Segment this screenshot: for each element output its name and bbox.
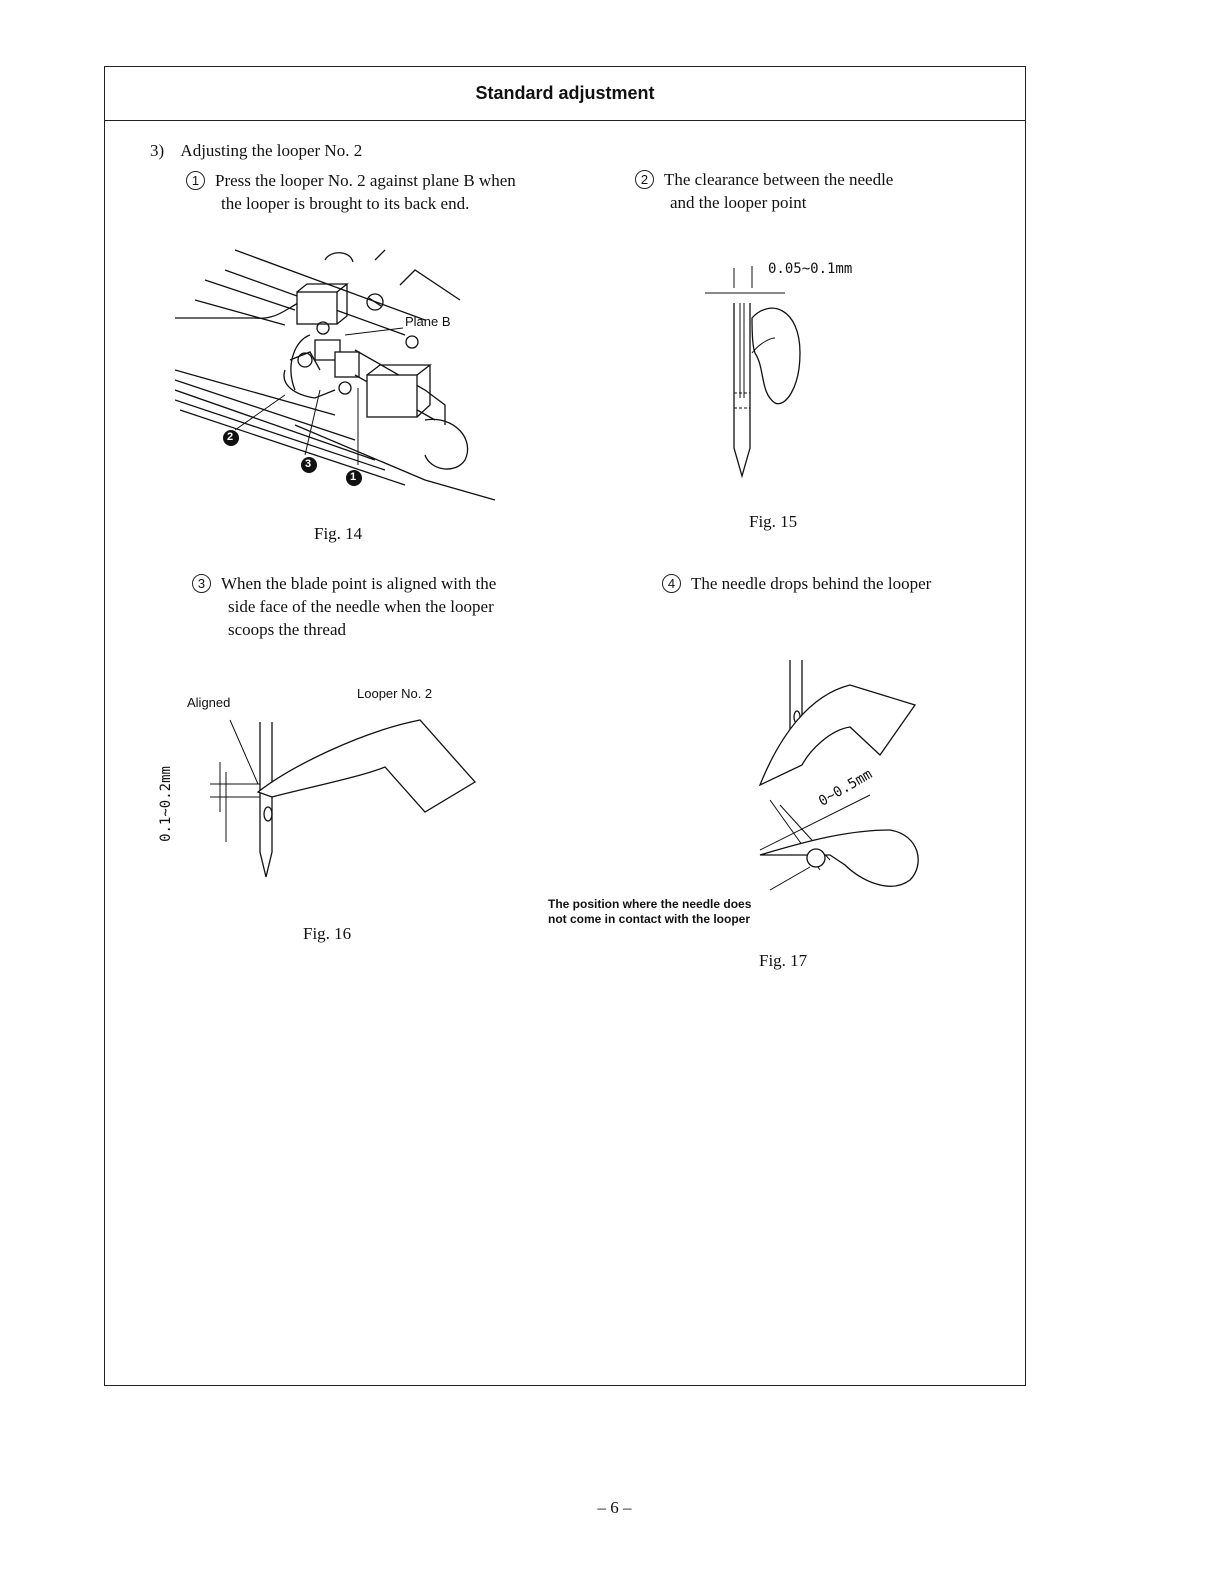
page-number: – 6 – bbox=[597, 1498, 632, 1517]
step-3-line-3: scoops the thread bbox=[228, 620, 347, 639]
step-3 bbox=[192, 572, 496, 641]
step-2-line-1: The clearance between the needle bbox=[664, 170, 894, 189]
step-1 bbox=[186, 169, 516, 215]
fig-17-needle-drop-drawing bbox=[750, 655, 930, 900]
fig-14-looper-assembly-drawing bbox=[175, 240, 505, 505]
fig-17-note bbox=[548, 897, 751, 927]
step-3-mark: 3 bbox=[192, 574, 211, 593]
step-2 bbox=[635, 168, 893, 214]
fig-17-note-line-1: The position where the needle does bbox=[548, 897, 752, 911]
header-title: Standard adjustment bbox=[475, 83, 655, 103]
step-3-line-1: When the blade point is aligned with the bbox=[221, 574, 497, 593]
page-header bbox=[105, 67, 1025, 121]
fig-15-needle-clearance-drawing bbox=[700, 258, 820, 483]
step-1-line-1: Press the looper No. 2 against plane B when bbox=[215, 171, 516, 190]
step-2-line-2: and the looper point bbox=[670, 193, 807, 212]
step-4-mark: 4 bbox=[662, 574, 681, 593]
step-4 bbox=[662, 572, 931, 595]
section-heading bbox=[150, 139, 362, 162]
fig-14-caption: Fig. 14 bbox=[314, 524, 363, 543]
fig-14-label-plane-b: Plane B bbox=[405, 314, 451, 329]
fig-14-callout-3-label: 3 bbox=[305, 458, 312, 470]
fig-14-callout-2-label: 2 bbox=[227, 431, 234, 443]
step-2-mark: 2 bbox=[635, 170, 654, 189]
step-1-line-2: the looper is brought to its back end. bbox=[221, 194, 470, 213]
section-number: 3) bbox=[150, 141, 165, 160]
fig-16-label-aligned: Aligned bbox=[187, 695, 231, 710]
fig-15-dimension: 0.05~0.1mm bbox=[768, 261, 853, 277]
step-3-line-2: side face of the needle when the looper bbox=[228, 597, 494, 616]
fig-16-blade-alignment-drawing bbox=[180, 712, 490, 887]
fig-16-label-looper: Looper No. 2 bbox=[357, 686, 433, 701]
fig-17-dimension: 0~0.5mm bbox=[815, 766, 876, 810]
fig-17-caption: Fig. 17 bbox=[759, 951, 808, 970]
section-title: Adjusting the looper No. 2 bbox=[180, 141, 363, 160]
fig-15-caption: Fig. 15 bbox=[749, 512, 798, 531]
fig-16-dimension: 0.1~0.2mm bbox=[157, 766, 174, 842]
step-1-mark: 1 bbox=[186, 171, 205, 190]
fig-14-callout-1-label: 1 bbox=[350, 471, 357, 483]
step-4-line-1: The needle drops behind the looper bbox=[691, 574, 932, 593]
fig-17-note-line-2: not come in contact with the looper bbox=[548, 912, 751, 926]
fig-16-caption: Fig. 16 bbox=[303, 924, 352, 943]
